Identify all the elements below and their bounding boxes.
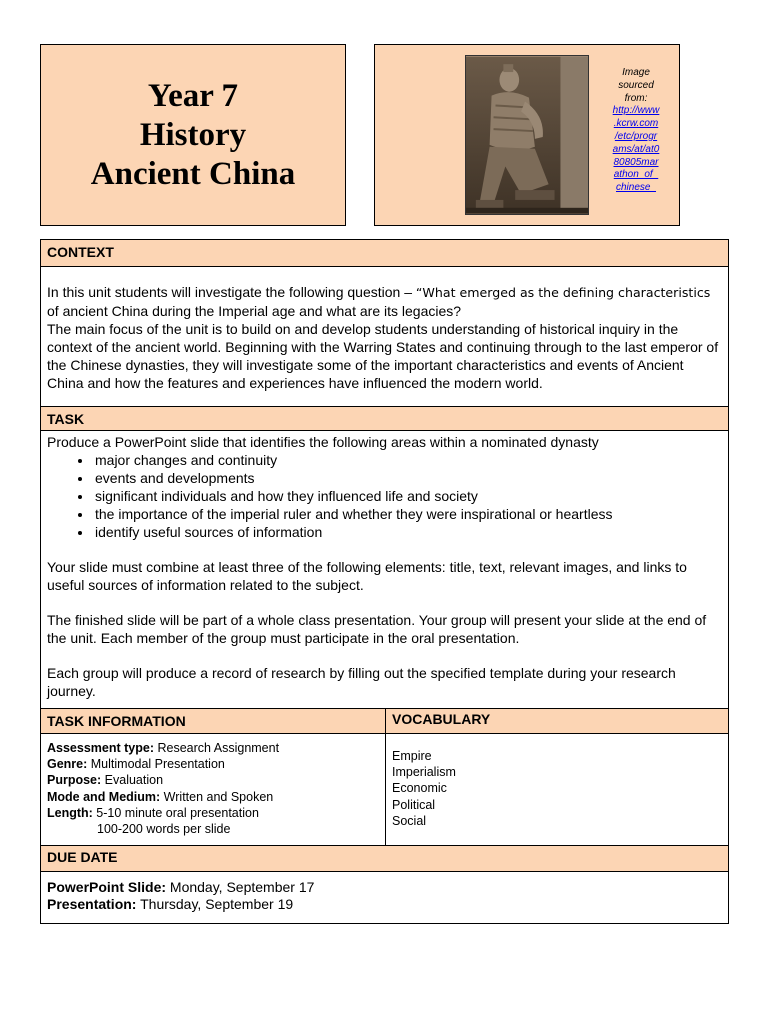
context-heading: CONTEXT [47, 244, 114, 260]
due-label: Presentation: [47, 896, 137, 912]
image-credit [609, 67, 663, 195]
task-info-item [47, 789, 379, 805]
task-info-heading: TASK INFORMATION [47, 713, 186, 729]
task-paragraph: The finished slide will be part of a whole class presentation. Your group will present your slide at the end of the unit. Each member of the group must participate in the oral presentation. [47, 612, 707, 646]
task-info-list [41, 734, 386, 845]
info-label: Mode and Medium: [47, 789, 161, 804]
task-info-item [47, 740, 379, 756]
task-info-item: 100-200 words per slide [97, 822, 231, 837]
task-info-item [47, 756, 379, 772]
vocabulary-word: Political [392, 797, 436, 812]
title-line: History [139, 116, 247, 153]
info-value: 5-10 minute oral presentation [92, 805, 259, 820]
link-line: chinese_ [615, 182, 657, 194]
list-item: • events and developments [93, 469, 722, 487]
context-text: In this unit students will investigate the following question – [47, 284, 416, 300]
context-paragraph [47, 283, 722, 320]
vocabulary-word: Economic [392, 781, 447, 796]
due-date-heading: DUE DATE [47, 849, 118, 865]
vocabulary-list [386, 734, 728, 845]
vocabulary-word: Social [392, 813, 427, 828]
task-heading: TASK [47, 411, 85, 427]
title-box [40, 44, 346, 226]
link-line: athon_of_ [613, 169, 659, 181]
image-box [374, 44, 680, 226]
link-line: http://www [612, 105, 660, 117]
due-date-body [41, 872, 728, 923]
list-item: • identify useful sources of information [93, 523, 722, 541]
title-line: Ancient China [90, 155, 296, 192]
due-label: PowerPoint Slide: [47, 879, 167, 895]
info-value: Written and Spoken [160, 789, 274, 804]
context-paragraph: The main focus of the unit is to build on and develop students understanding of historical inquiry in the context of the ancient world. Beginning with the Warring States and continuing through to the last emperor of the Chinese dynasties, they will investigate some of the important characteristics and events of Ancient China and how the features and experiences have influenced the modern world. [47, 321, 719, 391]
context-question-cont: of ancient China during the Imperial age and what are its legacies? [47, 303, 462, 319]
info-label: Genre: [47, 757, 88, 772]
due-date-item [47, 879, 722, 896]
link-line: /etc/progr [614, 130, 658, 142]
terracotta-warrior-image [465, 55, 589, 215]
context-body [41, 267, 728, 407]
info-header-row [41, 709, 728, 734]
link-line: .kcrw.com [613, 118, 659, 130]
context-header [41, 240, 728, 267]
vocabulary-word: Imperialism [392, 765, 456, 780]
info-value: Evaluation [101, 773, 164, 788]
due-date-item [47, 896, 722, 913]
task-body [41, 431, 728, 709]
list-item: • the importance of the imperial ruler and whether they were inspirational or heartless [93, 505, 722, 523]
vocabulary-header [386, 709, 728, 733]
info-body-row [41, 734, 728, 846]
vocabulary-word: Empire [392, 749, 432, 763]
due-value: Thursday, September 19 [136, 896, 294, 912]
info-label: Length: [47, 805, 93, 820]
title-line: Year 7 [147, 77, 239, 114]
vocabulary-heading: VOCABULARY [392, 711, 491, 727]
task-info-item [47, 805, 379, 821]
task-header [41, 407, 728, 431]
task-intro: Produce a PowerPoint slide that identifies the following areas within a nominated dynasty [47, 434, 599, 450]
source-link[interactable] [609, 105, 663, 195]
assignment-table [40, 239, 729, 924]
due-date-header [41, 846, 728, 872]
info-value: Multimodal Presentation [87, 757, 225, 772]
info-label: Assessment type: [47, 741, 154, 755]
info-label: Purpose: [47, 773, 102, 788]
page-title [91, 77, 295, 194]
credit-line: from: [624, 92, 648, 104]
link-line: 80805mar [613, 156, 659, 168]
task-list [47, 451, 722, 541]
due-value: Monday, September 17 [166, 879, 315, 895]
task-paragraph: Each group will produce a record of research by filling out the specified template during your research journey. [47, 665, 676, 699]
context-question: “What emerged as the defining characteristics [415, 285, 711, 300]
list-item: • significant individuals and how they influenced life and society [93, 487, 722, 505]
credit-line: sourced [618, 79, 654, 91]
task-info-item [47, 772, 379, 788]
list-item: • major changes and continuity [93, 451, 722, 469]
link-line: ams/at/at0 [612, 143, 660, 155]
credit-line: Image [622, 67, 650, 78]
info-value: Research Assignment [154, 741, 280, 755]
task-paragraph: Your slide must combine at least three of the following elements: title, text, relevant images, and links to useful sources of information related to the subject. [47, 559, 687, 593]
task-info-header [41, 709, 386, 733]
